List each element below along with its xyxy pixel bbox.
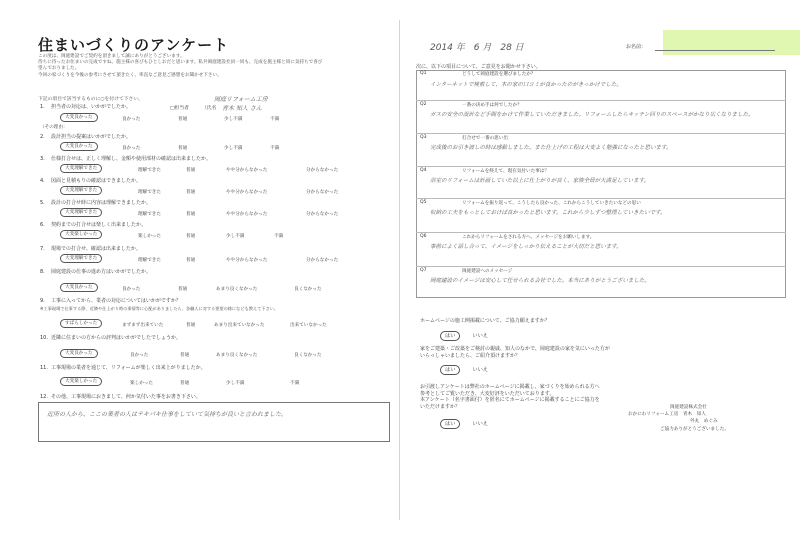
q9-option-5[interactable]: 出来ていなかった xyxy=(290,323,327,328)
q4-option-1[interactable]: 大変理解できた xyxy=(60,187,102,193)
q9-option-2[interactable]: まずまず出来ていた xyxy=(122,323,164,328)
q10-option-1[interactable]: 大変良かった xyxy=(60,350,98,356)
question-2: 2. 設計担当の提案はいかがでしたか。 xyxy=(40,134,132,140)
name-field-rule xyxy=(655,50,775,51)
homepage-no[interactable]: いいえ xyxy=(472,333,488,339)
q4-option-5[interactable]: 分からなかった xyxy=(306,190,339,195)
q10-option-5[interactable]: 良くなかった xyxy=(294,353,322,358)
question-8: 8. 岡庭建設の仕事の進め方はいかがでしたか。 xyxy=(40,269,152,275)
homepage-yes[interactable]: はい xyxy=(440,331,460,341)
q5-option-1[interactable]: 大変理解できた xyxy=(60,209,102,215)
rq4-answer: 浴室のリフォームは計画していた以上に仕上がりが良く、家族全員が大満足しています。 xyxy=(430,178,650,184)
q9-option-3[interactable]: 普通 xyxy=(186,323,196,328)
q7-option-2[interactable]: 理解できた xyxy=(138,258,161,263)
q2-option-1[interactable]: 大変良かった xyxy=(60,143,98,149)
q1-option-4[interactable]: 少し不満 xyxy=(224,117,243,122)
q12-answer: 近所の人から、ここの業者の人はテキパキ仕事をしていて気持ちが良いと言われました。 xyxy=(47,411,288,418)
intro-answer xyxy=(440,366,488,373)
rq-divider xyxy=(416,133,786,134)
rq7-label: 岡庭建設へのメッセージ xyxy=(462,269,513,274)
rq4-num: Q4 xyxy=(420,168,427,173)
homepage-answer xyxy=(440,332,488,339)
q6-option-5[interactable]: 不満 xyxy=(274,234,284,239)
rq2-label: 一番の決め手は何でしたか？ xyxy=(462,103,522,108)
q7-option-3[interactable]: 普通 xyxy=(186,258,196,263)
q1-option-1[interactable]: 大変良かった xyxy=(60,114,98,120)
q3-option-4[interactable]: やや分からなかった xyxy=(226,168,268,173)
rq2-num: Q2 xyxy=(420,102,427,107)
q10-option-2[interactable]: 良かった xyxy=(130,353,149,358)
publish-no[interactable]: いいえ xyxy=(472,421,488,427)
homepage-question: ホームページの施工例掲載について、ご協力願えますか？ xyxy=(420,318,550,324)
q6-option-3[interactable]: 普通 xyxy=(186,234,196,239)
name-highlight xyxy=(663,30,800,55)
rq5-answer: 収納の工夫をもっとしておけば良かったと思います。これから少しずつ整理していきたいです。 xyxy=(430,210,666,216)
q7-option-5[interactable]: 分からなかった xyxy=(306,258,339,263)
q7-option-4[interactable]: やや分からなかった xyxy=(226,258,268,263)
q11-option-2[interactable]: 楽しかった xyxy=(130,381,153,386)
rq7-num: Q7 xyxy=(420,268,427,273)
q6-option-2[interactable]: 楽しかった xyxy=(138,234,161,239)
rq6-label: これからリフォームをされる方へ、メッセージをお願いします。 xyxy=(462,235,595,240)
q5-option-3[interactable]: 普通 xyxy=(186,212,196,217)
rq6-answer: 事前によく話し合って、イメージをしっかり伝えることが大切だと思います。 xyxy=(430,244,622,250)
rq3-answer: 完成後のお引き渡しの時は感動しました。また仕上げの工程は大変よく勉強になったと思います。 xyxy=(430,145,672,151)
rq4-label: リフォームを終えて、現在気付いた事は？ xyxy=(462,169,549,174)
thanks-text: ご協力ありがとうございました。 xyxy=(660,427,729,432)
question-3: 3. 仕様打合せは、正しく理解し、金額や使用部材の確認は出来ましたか。 xyxy=(40,156,212,162)
question-1: 1. 担当者の対応は、いかがでしたか。 xyxy=(40,104,132,110)
question-5: 5. 設計の打合せ時に内容は理解できましたか。 xyxy=(40,200,152,206)
q1-option-3[interactable]: 普通 xyxy=(178,117,188,122)
publish-answer xyxy=(440,420,488,427)
q8-option-5[interactable]: 良くなかった xyxy=(294,287,322,292)
q1-option-2[interactable]: 良かった xyxy=(122,117,141,122)
question-12: 12. その他、工事現場におきまして、何か気付いた事をお書き下さい。 xyxy=(40,394,201,400)
instruction-text: 下記の項目で該当するものに○を付けて下さい。 xyxy=(38,97,143,102)
q9-option-4[interactable]: あまり出来ていなかった xyxy=(214,323,265,328)
q6-option-1[interactable]: 大変楽しかった xyxy=(60,231,102,237)
question-11: 11. 工事現場の業者を通じて、リフォームが楽しく出来上がりましたか。 xyxy=(40,365,206,371)
q8-option-1[interactable]: 大変良かった xyxy=(60,284,98,290)
rq1-num: Q1 xyxy=(420,71,427,76)
rq7-answer: 岡庭建設のイメージは安心して任せられる会社でした。本当にありがとうございました。 xyxy=(430,278,650,284)
rq-divider xyxy=(416,266,786,267)
q1-name-hand: 青木 知人 さん xyxy=(222,105,262,112)
intro-yes[interactable]: はい xyxy=(440,365,460,375)
question-7: 7. 現場での打合せ、確認は出来ましたか。 xyxy=(40,246,141,252)
question-4: 4. 図面と見積もりの確認はできましたか。 xyxy=(40,178,142,184)
right-page xyxy=(400,0,800,533)
rq-divider xyxy=(416,232,786,233)
q2-option-4[interactable]: 少し不満 xyxy=(224,146,243,151)
q1-check-label: □担当者 xyxy=(170,106,189,111)
q11-option-1[interactable]: 大変楽しかった xyxy=(60,378,102,384)
rq6-num: Q6 xyxy=(420,234,427,239)
q3-option-2[interactable]: 理解できた xyxy=(138,168,161,173)
q9-sub: ※工事現場で仕事する際、近隣や仕上がり時の事情等に心配がありましたら、各職人に対する要望の様になども教えて下さい。 xyxy=(40,306,279,311)
q10-option-3[interactable]: 普通 xyxy=(180,353,190,358)
q3-option-1[interactable]: 大変理解できた xyxy=(60,165,102,171)
question-9: 9. 工事に入ってから、業者の対応についてはいかがですか？ xyxy=(40,298,181,304)
company-name: 岡庭建設株式会社 xyxy=(670,405,707,410)
q1-name-hand-top: 岡庭リフォーム工房 xyxy=(214,96,268,103)
q5-option-2[interactable]: 理解できた xyxy=(138,212,161,217)
q4-option-2[interactable]: 理解できた xyxy=(138,190,161,195)
survey-title: 住まいづくりのアンケート xyxy=(38,36,230,54)
q3-option-5[interactable]: 分からなかった xyxy=(306,168,339,173)
question-10: 10. 近隣に住まいの方からの評判はいかがでしたでしょうか。 xyxy=(40,335,182,341)
q5-option-4[interactable]: やや分からなかった xyxy=(226,212,268,217)
publish-question: お引渡しアンケートは弊社のホームページに掲載し、家づくりを始められる方へ 参考としてご覧いただき、大変好評をいただいております。 本アンケート（名字書面付）を匿名にてホームページに掲載することにご協力を いただけますか？ xyxy=(420,384,600,410)
q2-option-3[interactable]: 普通 xyxy=(178,146,188,151)
q12-comment-box[interactable] xyxy=(38,402,390,442)
rq5-label: リフォームを振り返って、こうしたら良かった、これからこうしていきたいなどの思い xyxy=(462,201,641,206)
rq1-answer: インターネットで検索して、木の家の口コミが良かったのがきっかけでした。 xyxy=(430,82,622,88)
q11-option-3[interactable]: 普通 xyxy=(180,381,190,386)
q6-option-4[interactable]: 少し不満 xyxy=(226,234,245,239)
q9-option-1[interactable]: すばらしかった xyxy=(60,320,102,326)
q5-option-5[interactable]: 分からなかった xyxy=(306,212,339,217)
rq-divider xyxy=(416,198,786,199)
right-heading: 次に、以下の項目について、ご意見をお聞かせ下さい。 xyxy=(416,64,541,70)
intro-text: この度は、岡庭建設でご契約を頂きまして誠にありがとうございます。 待ちに待ったお住まいの完成ですね。施主様の喜びもひとしおだと思います。私共岡庭建設社員一同も、完成を施主様と同に気持ちで喜び 望んでおりました。 今回の家づくりを今後の参考にさせて頂きたく、率直なご意見ご感想をお聞かせ下さい。 xyxy=(38,54,323,78)
question-6: 6. 契約までの打合せは楽しく出来ましたか。 xyxy=(40,222,147,228)
rq3-num: Q3 xyxy=(420,135,427,140)
q4-option-4[interactable]: やや分からなかった xyxy=(226,190,268,195)
publish-yes[interactable]: はい xyxy=(440,419,460,429)
q10-option-4[interactable]: あまり良くなかった xyxy=(216,353,258,358)
intro-no[interactable]: いいえ xyxy=(472,367,488,373)
rq1-label: どうして岡庭建設を選びましたか？ xyxy=(462,72,536,77)
q1-name-label: （氏名 xyxy=(202,106,217,111)
survey-date: 2014 年 6 月 28 日 xyxy=(430,43,524,53)
q1-option-5[interactable]: 不満 xyxy=(270,117,280,122)
q2-option-5[interactable]: 不満 xyxy=(270,146,280,151)
rq3-label: 打合せで一番の思い出 xyxy=(462,136,508,141)
company-person: 外丸 めぐみ xyxy=(690,419,718,424)
rq-divider xyxy=(416,100,786,101)
company-dept: おかにわリフォーム工房 青木 知人 xyxy=(628,412,706,417)
q2-option-2[interactable]: 良かった xyxy=(122,146,141,151)
name-label: お名前： xyxy=(626,44,647,50)
q1-other: （その理由： xyxy=(40,125,68,130)
q8-option-4[interactable]: あまり良くなかった xyxy=(216,287,258,292)
q4-option-3[interactable]: 普通 xyxy=(186,190,196,195)
q11-option-4[interactable]: 少し不満 xyxy=(226,381,245,386)
q8-option-3[interactable]: 普通 xyxy=(178,287,188,292)
intro-question: 家をご建築・ご改築をご検討の親戚、知人のなかで、岡庭建設の家を気にいった方が いらっしゃいましたら、ご紹介頂けますか？ xyxy=(420,346,610,359)
q8-option-2[interactable]: 良かった xyxy=(122,287,141,292)
q11-option-5[interactable]: 不満 xyxy=(290,381,300,386)
q3-option-3[interactable]: 普通 xyxy=(186,168,196,173)
rq-divider xyxy=(416,166,786,167)
q7-option-1[interactable]: 大変理解できた xyxy=(60,255,102,261)
rq2-answer: ガスの安全の設計など手間をかけて作業していただきました。リフォームしたらキッチン回りのスペースがかなり広くなりました。 xyxy=(430,112,754,118)
rq5-num: Q5 xyxy=(420,200,427,205)
